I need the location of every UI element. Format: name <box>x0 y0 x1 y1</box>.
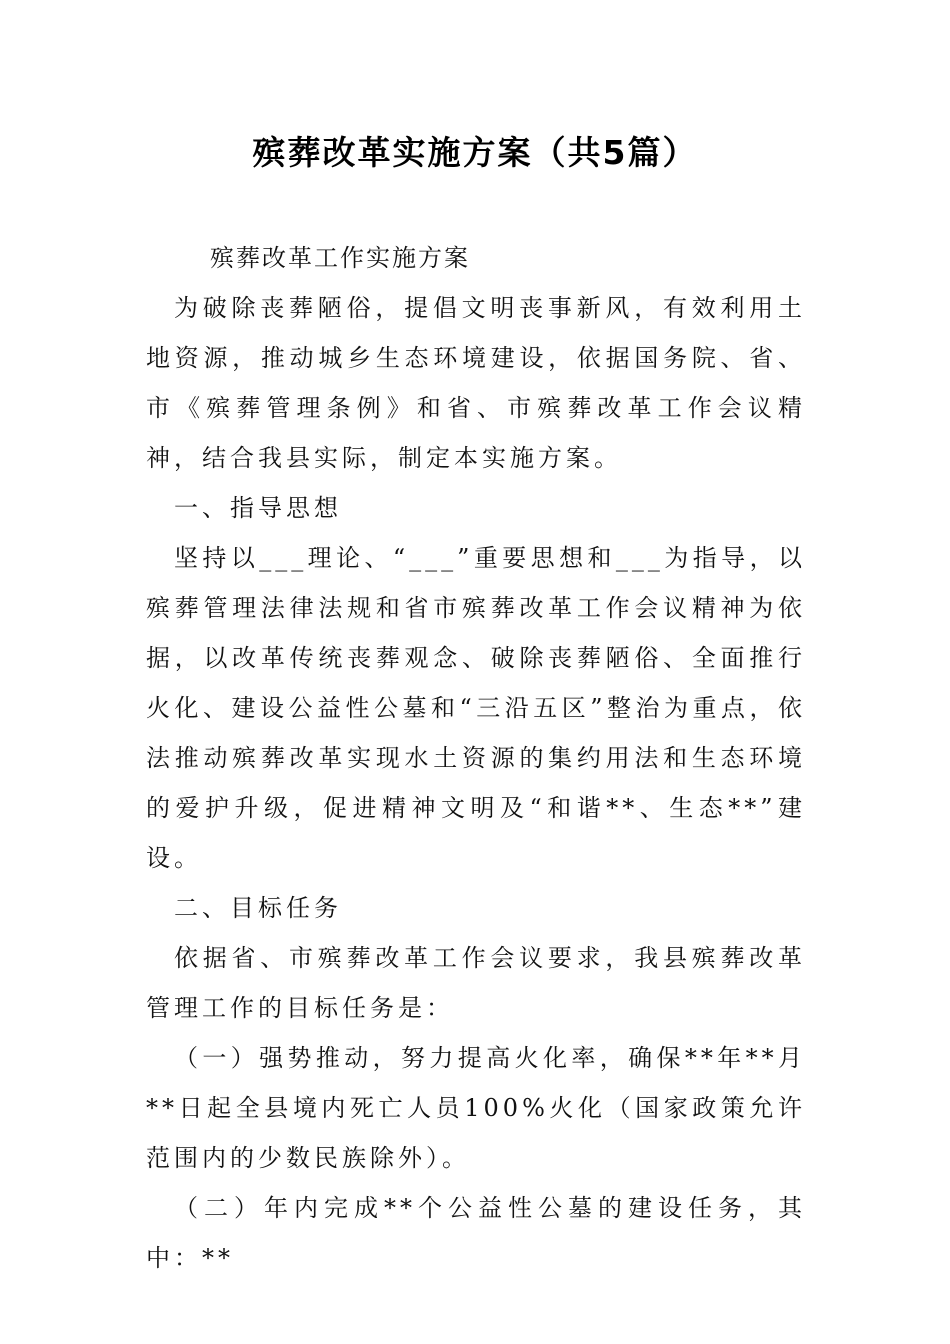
section-heading-target-tasks: 二、目标任务 <box>174 894 342 922</box>
task-item-2: （二）年内完成**个公益性公墓的建设任务，其中：** <box>146 1194 806 1272</box>
document-body <box>146 233 806 1283</box>
document-title: 殡葬改革实施方案（共5篇） <box>252 133 698 172</box>
section-heading-guiding-ideology: 一、指导思想 <box>174 494 342 522</box>
subtitle: 殡葬改革工作实施方案 <box>210 244 470 272</box>
task-item-1: （一）强势推动，努力提高火化率，确保**年**月**日起全县境内死亡人员100%火化（国家政策允许范围内的少数民族除外）。 <box>146 1044 806 1172</box>
target-tasks-paragraph: 依据省、市殡葬改革工作会议要求，我县殡葬改革管理工作的目标任务是： <box>146 944 806 1022</box>
intro-paragraph: 为破除丧葬陋俗，提倡文明丧事新风，有效利用土地资源，推动城乡生态环境建设，依据国务院、省、市《殡葬管理条例》和省、市殡葬改革工作会议精神，结合我县实际，制定本实施方案。 <box>146 294 806 472</box>
guiding-ideology-paragraph: 坚持以___理论、“___”重要思想和___为指导，以殡葬管理法律法规和省市殡葬改革工作会议精神为依据，以改革传统丧葬观念、破除丧葬陋俗、全面推行火化、建设公益性公墓和“三沿五区”整治为重点，依法推动殡葬改革实现水土资源的集约用法和生态环境的爱护升级，促进精神文明及“和谐**、生态**”建设。 <box>146 544 806 872</box>
